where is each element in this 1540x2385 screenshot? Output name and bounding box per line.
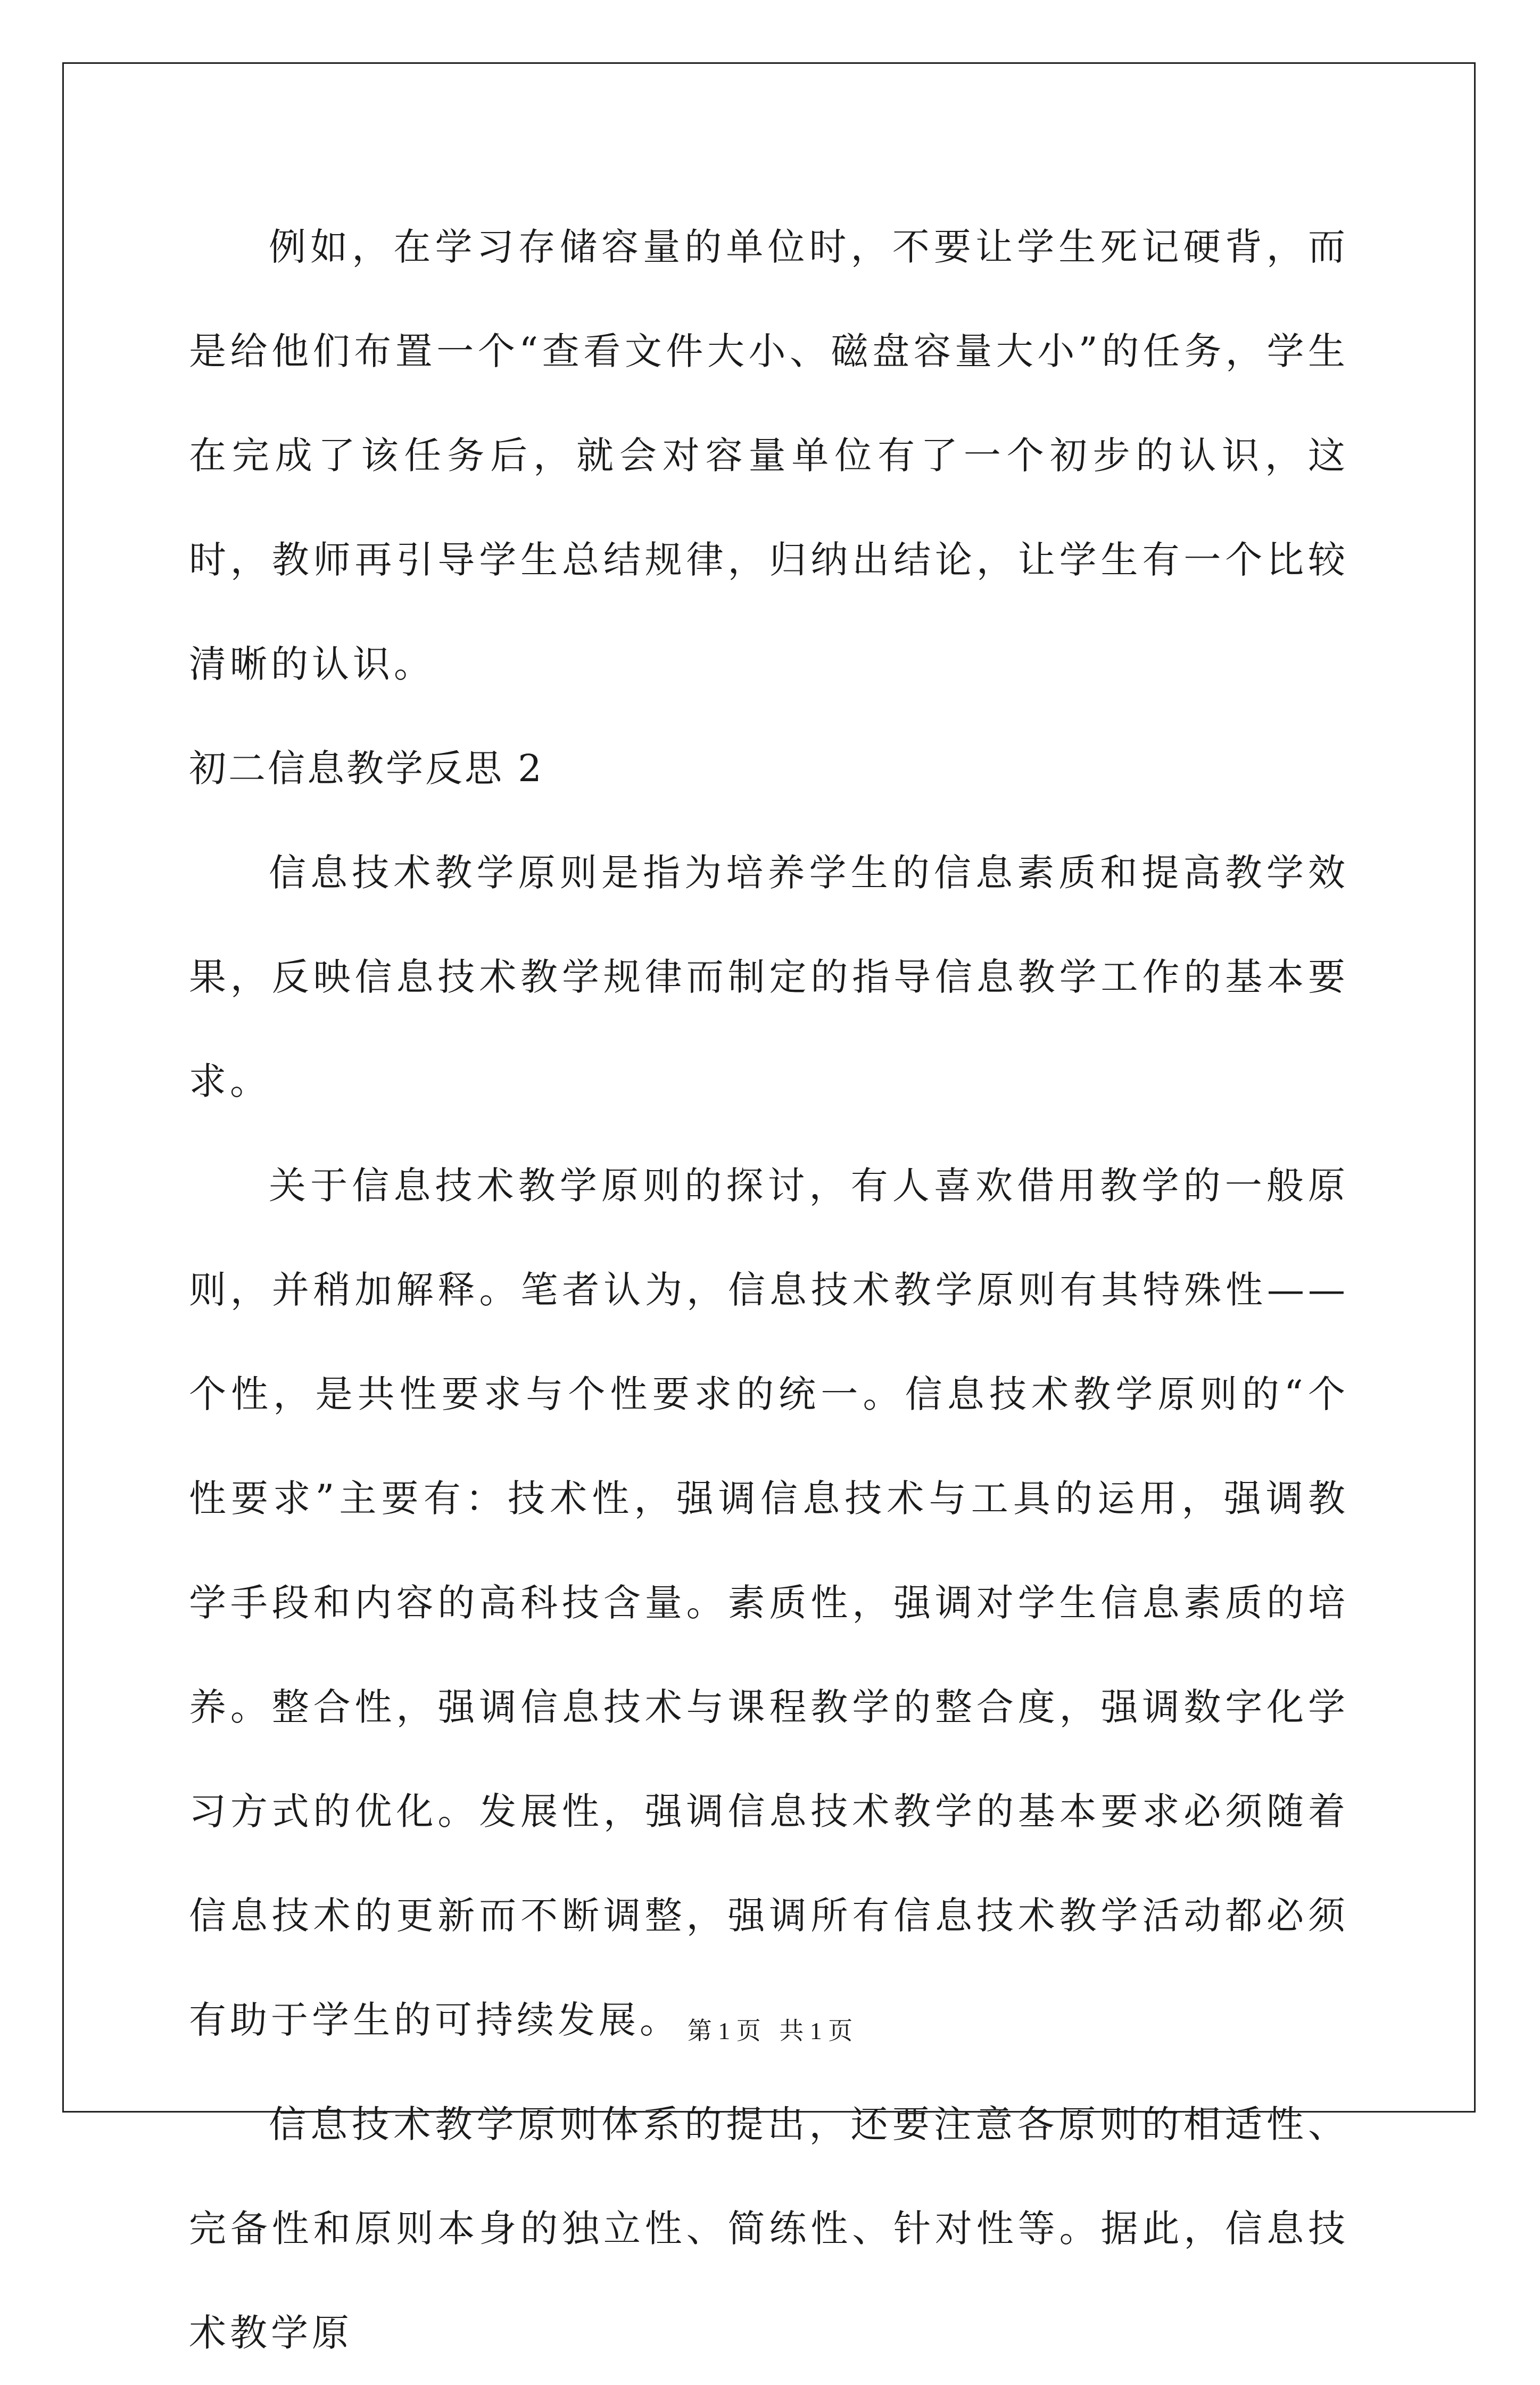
page-number: 第 1 页 共 1 页 bbox=[687, 2017, 853, 2044]
document-body bbox=[189, 195, 1349, 2385]
paragraph-2: 信息技术教学原则是指为培养学生的信息素质和提高教学效果，反映信息技术教学规律而制定的指导信息教学工作的基本要求。 bbox=[189, 851, 1349, 1103]
paragraph-3: 关于信息技术教学原则的探讨，有人喜欢借用教学的一般原则，并稍加解释。笔者认为，信息技术教学原则有其特殊性——个性，是共性要求与个性要求的统一。信息技术教学原则的“个性要求”主要有：技术性，强调信息技术与工具的运用，强调教学手段和内容的高科技含量。素质性，强调对学生信息素质的培养。整合性，强调信息技术与课程教学的整合度，强调数字化学习方式的优化。发展性，强调信息技术教学的基本要求必须随着信息技术的更新而不断调整，强调所有信息技术教学活动都必须有助于学生的可持续发展。 bbox=[189, 1164, 1349, 2042]
section-heading: 初二信息教学反思 2 bbox=[189, 747, 544, 790]
page-footer bbox=[0, 2011, 1540, 2047]
paragraph-1: 例如，在学习存储容量的单位时，不要让学生死记硬背，而是给他们布置一个“查看文件大小、磁盘容量大小”的任务，学生在完成了该任务后，就会对容量单位有了一个初步的认识，这时，教师再引导学生总结规律，归纳出结论，让学生有一个比较清晰的认识。 bbox=[189, 225, 1349, 686]
paragraph-4: 信息技术教学原则体系的提出，还要注意各原则的相适性、完备性和原则本身的独立性、简练性、针对性等。据此，信息技术教学原 bbox=[189, 2102, 1349, 2355]
